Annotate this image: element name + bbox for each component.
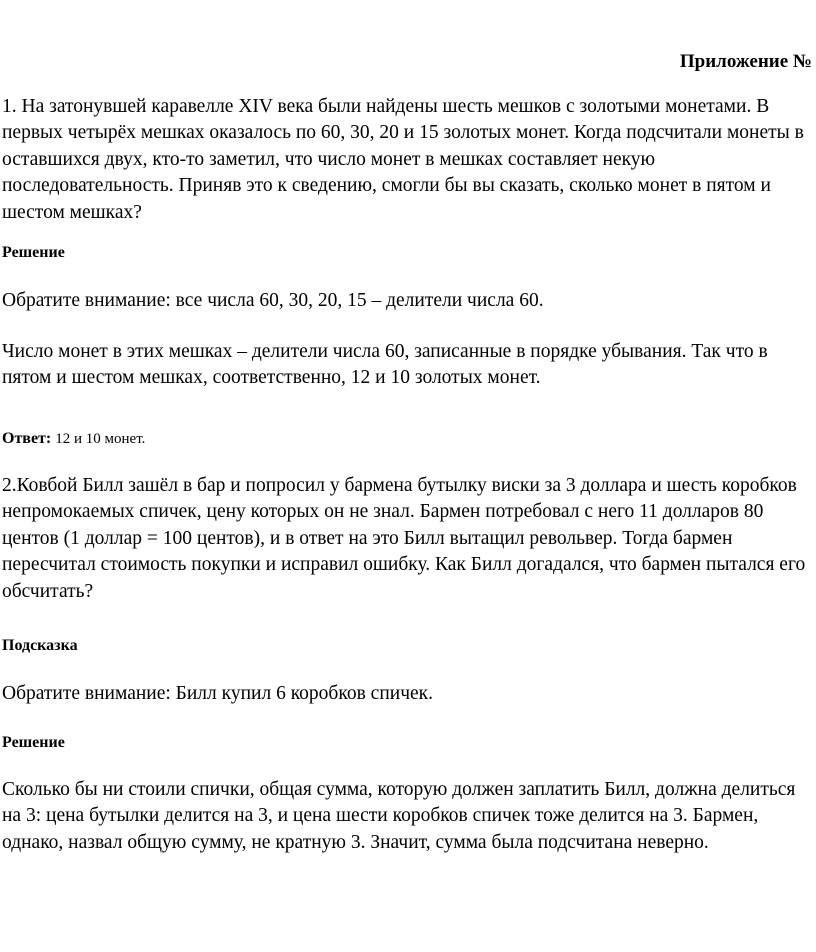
problem-2-solution-heading: Решение xyxy=(2,734,65,751)
problem-1-solution-paragraph-2: Число монет в этих мешках – делители числа 60, записанные в порядке убывания. Так что в пятом и шестом мешках, соответственно, 12 и 10 золотых монет. xyxy=(2,341,768,389)
problem-1-text: 1. На затонувшей каравелле XIV века были найдены шесть мешков с золотыми монетами. В первых четырёх мешках оказалось по 60, 30, 20 и 15 золотых монет. Когда подсчитали монеты в оставшихся двух, кто-то заметил, что число монет в мешках составляет некую последовательность. Приняв это к сведению, смогли бы вы сказать, сколько монет в пятом и шестом мешках? xyxy=(2,96,804,223)
problem-2-hint-text: Обратите внимание: Билл купил 6 коробков спичек. xyxy=(2,683,433,704)
problem-2-text: 2.Ковбой Билл зашёл в бар и попросил у бармена бутылку виски за 3 доллара и шесть коробков непромокаемых спичек, цену которых он не знал. Бармен потребовал с него 11 долларов 80 центов (1 доллар = 100 центов), и в ответ на это Билл вытащил револьвер. Тогда бармен пересчитал стоимость покупки и исправил ошибку. Как Билл догадался, что бармен пытался его обсчитать? xyxy=(2,475,806,602)
problem-1-solution-paragraph-1: Обратите внимание: все числа 60, 30, 20, 15 – делители числа 60. xyxy=(2,290,544,311)
problem-1-solution-heading: Решение xyxy=(2,244,65,261)
answer-value: 12 и 10 монет. xyxy=(55,431,146,447)
problem-2-solution-text: Сколько бы ни стоили спички, общая сумма, которую должен заплатить Билл, должна делиться на 3: цена бутылки делится на 3, и цена шести коробков спичек тоже делится на 3. Бармен, однако, назвал общую сумму, не кратную 3. Значит, сумма была подсчитана неверно. xyxy=(2,779,796,853)
answer-label: Ответ: xyxy=(2,430,52,447)
problem-2-hint-heading: Подсказка xyxy=(2,637,78,654)
appendix-title: Приложение № xyxy=(679,51,812,72)
problem-1-answer xyxy=(2,430,145,448)
